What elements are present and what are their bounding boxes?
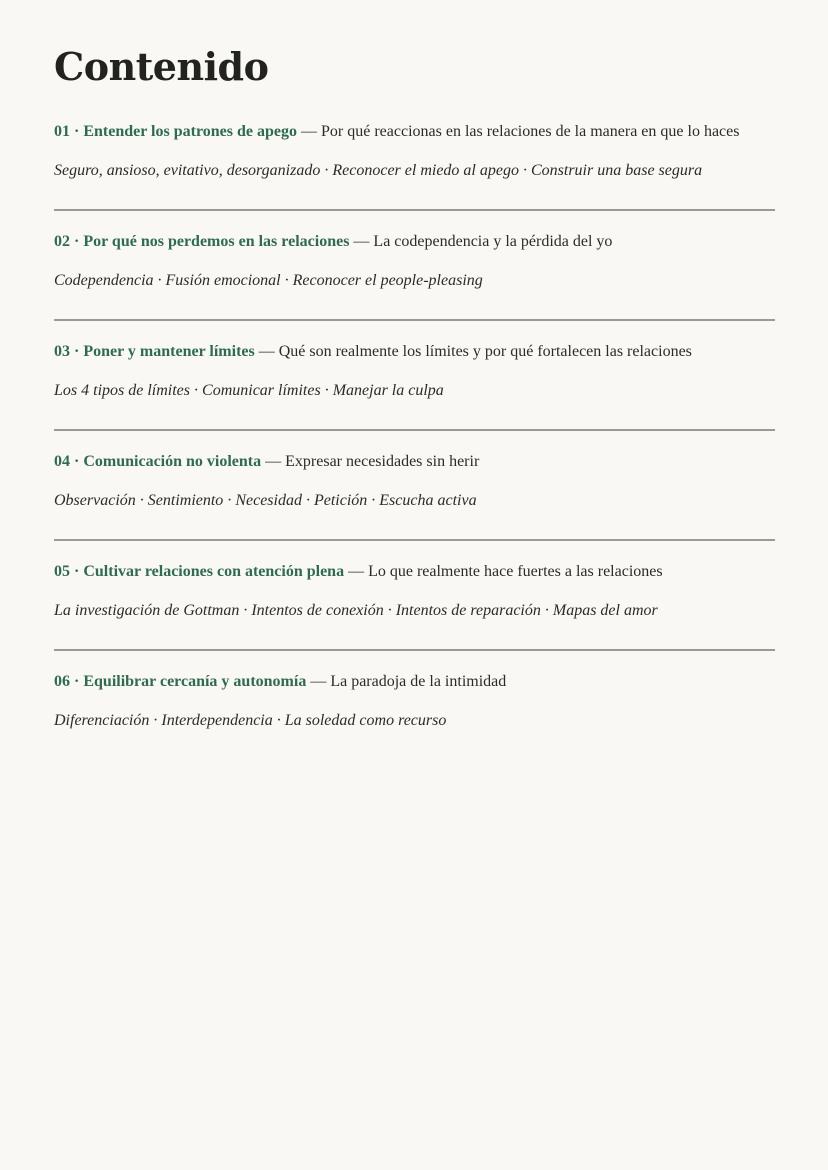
entry-topics [54, 599, 775, 623]
entry-dash: — [306, 673, 331, 690]
topic-item: Comunicar límites [202, 382, 321, 399]
entry-subtitle: Lo que realmente hace fuertes a las relaciones [368, 563, 663, 580]
topic-item: Los 4 tipos de límites [54, 382, 191, 399]
entry-separator: · [70, 563, 84, 580]
entry-topics [54, 269, 775, 293]
topic-item: La investigación de Gottman [54, 602, 240, 619]
entry-number: 05 [54, 563, 70, 580]
entry-label [54, 233, 349, 250]
topic-item: Seguro, ansioso, evitativo, desorganizado [54, 162, 321, 179]
topic-item: Codependencia [54, 272, 154, 289]
entry-subtitle: Por qué reaccionas en las relaciones de la manera en que lo haces [321, 123, 740, 140]
entry-label [54, 453, 261, 470]
entry-separator: · [70, 673, 84, 690]
topic-separator: · [383, 602, 396, 619]
topic-item: La soledad como recurso [284, 712, 447, 729]
topic-item: Necesidad [235, 492, 302, 509]
topic-separator: · [149, 712, 162, 729]
page-title: Contenido [54, 44, 269, 89]
entry-heading: Por qué nos perdemos en las relaciones [83, 233, 350, 250]
entry-heading-line [54, 449, 775, 474]
topic-item: Intentos de conexión [251, 602, 384, 619]
entry-heading: Entender los patrones de apego [83, 123, 297, 140]
entry-number: 03 [54, 343, 70, 360]
entry-number: 04 [54, 453, 70, 470]
entry-topics [54, 379, 775, 403]
entry-number: 02 [54, 233, 70, 250]
topic-item: Fusión emocional [165, 272, 281, 289]
topic-item: Interdependencia [161, 712, 273, 729]
entry-label [54, 343, 255, 360]
topic-separator: · [367, 492, 380, 509]
entry-heading: Equilibrar cercanía y autonomía [83, 673, 307, 690]
entry-dash: — [254, 343, 279, 360]
entry-heading: Poner y mantener límites [83, 343, 255, 360]
entry-separator: · [70, 453, 84, 470]
topic-separator: · [272, 712, 285, 729]
topic-item: Reconocer el miedo al apego [332, 162, 519, 179]
entry-heading: Cultivar relaciones con atención plena [83, 563, 345, 580]
topic-separator: · [153, 272, 166, 289]
toc-entries [54, 118, 775, 733]
topic-item: Petición [313, 492, 368, 509]
topic-item: Mapas del amor [552, 602, 658, 619]
entry-divider [54, 539, 775, 541]
entry-number: 01 [54, 123, 70, 140]
entry-dash: — [349, 233, 374, 250]
topic-separator: · [223, 492, 236, 509]
entry-label [54, 123, 297, 140]
toc-entry-04 [54, 448, 775, 513]
topic-item: Manejar la culpa [332, 382, 444, 399]
topic-separator: · [320, 382, 333, 399]
toc-entry-05 [54, 558, 775, 623]
topic-separator: · [280, 272, 293, 289]
entry-heading-line [54, 669, 775, 694]
entry-heading-line [54, 119, 775, 144]
toc-entry-06 [54, 668, 775, 733]
entry-divider [54, 429, 775, 431]
topic-separator: · [301, 492, 314, 509]
entry-subtitle: La codependencia y la pérdida del yo [373, 233, 613, 250]
topic-separator: · [540, 602, 553, 619]
topic-item: Observación [54, 492, 136, 509]
entry-divider [54, 649, 775, 651]
entry-topics [54, 489, 775, 513]
topic-item: Escucha activa [379, 492, 477, 509]
entry-divider [54, 319, 775, 321]
entry-separator: · [70, 343, 84, 360]
entry-dash: — [344, 563, 369, 580]
entry-separator: · [70, 123, 84, 140]
entry-dash: — [261, 453, 286, 470]
entry-heading-line [54, 339, 775, 364]
entry-topics [54, 709, 775, 733]
topic-separator: · [518, 162, 531, 179]
topic-separator: · [320, 162, 333, 179]
toc-entry-02 [54, 228, 775, 293]
table-of-contents [54, 118, 775, 733]
topic-item: Sentimiento [147, 492, 224, 509]
entry-label [54, 673, 306, 690]
entry-subtitle: Qué son realmente los límites y por qué fortalecen las relaciones [278, 343, 692, 360]
entry-divider [54, 209, 775, 211]
topic-item: Reconocer el people-pleasing [292, 272, 483, 289]
topic-separator: · [135, 492, 148, 509]
topic-separator: · [190, 382, 203, 399]
entry-label [54, 563, 344, 580]
entry-subtitle: La paradoja de la intimidad [330, 673, 507, 690]
entry-dash: — [297, 123, 321, 140]
toc-entry-01 [54, 118, 775, 183]
entry-heading: Comunicación no violenta [83, 453, 262, 470]
entry-heading-line [54, 559, 775, 584]
entry-subtitle: Expresar necesidades sin herir [285, 453, 480, 470]
entry-heading-line [54, 229, 775, 254]
topic-item: Diferenciación [54, 712, 150, 729]
topic-item: Intentos de reparación [395, 602, 541, 619]
entry-separator: · [70, 233, 84, 250]
topic-item: Construir una base segura [530, 162, 703, 179]
entry-topics [54, 159, 775, 183]
entry-number: 06 [54, 673, 70, 690]
toc-entry-03 [54, 338, 775, 403]
topic-separator: · [239, 602, 252, 619]
